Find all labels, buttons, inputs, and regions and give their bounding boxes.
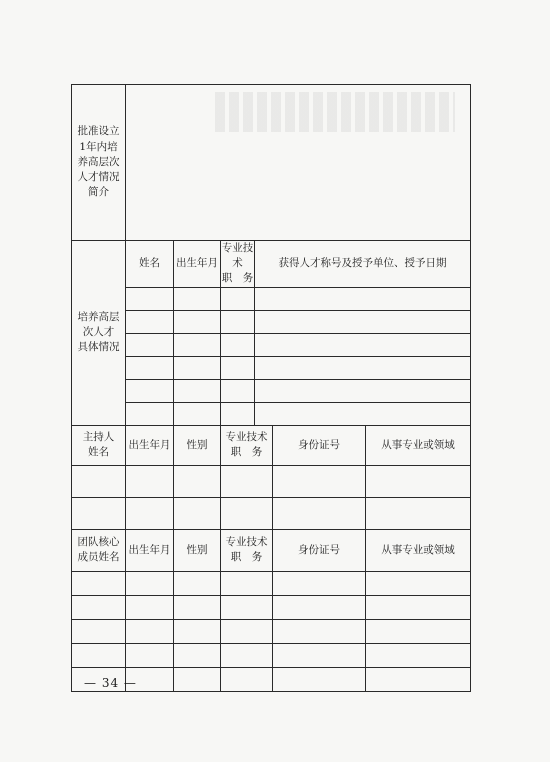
team-header-title <box>221 529 273 571</box>
team-header-id: 身份证号 <box>273 529 366 571</box>
talent-header-birth: 出生年月 <box>174 241 221 288</box>
team-field-cell[interactable] <box>366 619 471 643</box>
talent-header-honor: 获得人才称号及授予单位、授予日期 <box>255 241 471 288</box>
team-id-cell[interactable] <box>273 667 366 691</box>
team-gender-cell[interactable] <box>174 595 221 619</box>
talent-honor-cell[interactable] <box>255 287 471 310</box>
team-header-birth: 出生年月 <box>126 529 174 571</box>
host-header-gender: 性别 <box>174 425 221 465</box>
host-header-field: 从事专业或领域 <box>366 425 471 465</box>
host-title-cell[interactable] <box>221 465 273 497</box>
team-field-cell[interactable] <box>366 595 471 619</box>
talent-title-cell[interactable] <box>221 310 255 333</box>
overview-label-line: 简介 <box>88 186 109 199</box>
talent-honor-cell[interactable] <box>255 402 471 425</box>
team-name-cell[interactable] <box>72 619 126 643</box>
host-field-cell[interactable] <box>366 497 471 529</box>
team-header-title-line: 专业技术 <box>225 535 268 548</box>
host-gender-cell[interactable] <box>174 497 221 529</box>
host-name-cell[interactable] <box>72 465 126 497</box>
team-header-title-line: 职 务 <box>230 551 263 564</box>
team-field-cell[interactable] <box>366 667 471 691</box>
host-label-line: 主持人 <box>82 430 115 443</box>
team-name-cell[interactable] <box>72 571 126 595</box>
host-data-row <box>72 497 471 529</box>
talent-label-line: 培养高层 <box>77 311 120 323</box>
talent-label <box>72 241 126 426</box>
talent-honor-cell[interactable] <box>255 356 471 379</box>
overview-content-cell[interactable] <box>126 85 471 241</box>
talent-title-cell[interactable] <box>221 356 255 379</box>
talent-data-row <box>72 356 471 379</box>
team-header-row <box>72 529 471 571</box>
talent-name-cell[interactable] <box>126 287 174 310</box>
host-title-cell[interactable] <box>221 497 273 529</box>
host-gender-cell[interactable] <box>174 465 221 497</box>
talent-data-row <box>72 402 471 425</box>
host-header-id: 身份证号 <box>273 425 366 465</box>
talent-honor-cell[interactable] <box>255 379 471 402</box>
team-data-row <box>72 595 471 619</box>
talent-name-cell[interactable] <box>126 402 174 425</box>
talent-name-cell[interactable] <box>126 379 174 402</box>
talent-honor-cell[interactable] <box>255 310 471 333</box>
talent-header-row <box>72 241 471 288</box>
talent-label-line: 具体情况 <box>77 341 120 354</box>
page-number: — 34 — <box>84 676 137 690</box>
overview-label <box>72 85 126 241</box>
host-header-title-line: 专业技术 <box>225 430 268 443</box>
team-birth-cell[interactable] <box>126 571 174 595</box>
talent-title-cell[interactable] <box>221 402 255 425</box>
team-id-cell[interactable] <box>273 571 366 595</box>
team-label <box>72 529 126 571</box>
talent-honor-cell[interactable] <box>255 333 471 356</box>
talent-data-row <box>72 379 471 402</box>
talent-header-title-line: 职 务 <box>221 272 254 285</box>
talent-birth-cell[interactable] <box>174 310 221 333</box>
team-title-cell[interactable] <box>221 571 273 595</box>
team-birth-cell[interactable] <box>126 595 174 619</box>
talent-header-name: 姓名 <box>126 241 174 288</box>
talent-data-row <box>72 333 471 356</box>
talent-name-cell[interactable] <box>126 310 174 333</box>
team-name-cell[interactable] <box>72 595 126 619</box>
host-name-cell[interactable] <box>72 497 126 529</box>
talent-data-row <box>72 287 471 310</box>
team-header-gender: 性别 <box>174 529 221 571</box>
team-label-line: 成员姓名 <box>77 551 120 564</box>
team-field-cell[interactable] <box>366 643 471 667</box>
talent-header-title <box>221 241 255 288</box>
overview-row <box>72 85 471 241</box>
host-label <box>72 425 126 465</box>
team-title-cell[interactable] <box>221 619 273 643</box>
host-birth-cell[interactable] <box>126 497 174 529</box>
overview-label-line: 批准设立 <box>77 125 120 138</box>
team-title-cell[interactable] <box>221 595 273 619</box>
application-form-table <box>71 84 471 692</box>
overview-label-line: 1年内培 <box>79 140 118 153</box>
overview-label-line: 人才情况 <box>77 171 120 184</box>
team-birth-cell[interactable] <box>126 643 174 667</box>
talent-data-row <box>72 310 471 333</box>
team-birth-cell[interactable] <box>126 619 174 643</box>
talent-header-title-line: 专业技术 <box>221 242 254 270</box>
overview-label-line: 养高层次 <box>77 155 120 168</box>
host-id-cell[interactable] <box>273 497 366 529</box>
host-label-line: 姓名 <box>88 446 109 459</box>
team-id-cell[interactable] <box>273 595 366 619</box>
team-gender-cell[interactable] <box>174 619 221 643</box>
talent-birth-cell[interactable] <box>174 287 221 310</box>
host-header-title-line: 职 务 <box>230 446 263 459</box>
talent-birth-cell[interactable] <box>174 333 221 356</box>
team-data-row <box>72 619 471 643</box>
host-header-birth: 出生年月 <box>126 425 174 465</box>
team-field-cell[interactable] <box>366 571 471 595</box>
team-label-line: 团队核心 <box>77 535 120 548</box>
team-data-row <box>72 643 471 667</box>
talent-label-line: 次人才 <box>82 326 115 339</box>
team-data-row <box>72 571 471 595</box>
talent-birth-cell[interactable] <box>174 402 221 425</box>
host-id-cell[interactable] <box>273 465 366 497</box>
talent-birth-cell[interactable] <box>174 379 221 402</box>
team-title-cell[interactable] <box>221 643 273 667</box>
host-field-cell[interactable] <box>366 465 471 497</box>
host-header-title <box>221 425 273 465</box>
team-id-cell[interactable] <box>273 643 366 667</box>
host-data-row <box>72 465 471 497</box>
team-gender-cell[interactable] <box>174 667 221 691</box>
team-gender-cell[interactable] <box>174 571 221 595</box>
talent-name-cell[interactable] <box>126 356 174 379</box>
talent-title-cell[interactable] <box>221 333 255 356</box>
talent-name-cell[interactable] <box>126 333 174 356</box>
host-birth-cell[interactable] <box>126 465 174 497</box>
team-header-field: 从事专业或领域 <box>366 529 471 571</box>
talent-title-cell[interactable] <box>221 379 255 402</box>
team-name-cell[interactable] <box>72 643 126 667</box>
talent-title-cell[interactable] <box>221 287 255 310</box>
host-header-row <box>72 425 471 465</box>
talent-birth-cell[interactable] <box>174 356 221 379</box>
team-id-cell[interactable] <box>273 619 366 643</box>
team-title-cell[interactable] <box>221 667 273 691</box>
team-gender-cell[interactable] <box>174 643 221 667</box>
